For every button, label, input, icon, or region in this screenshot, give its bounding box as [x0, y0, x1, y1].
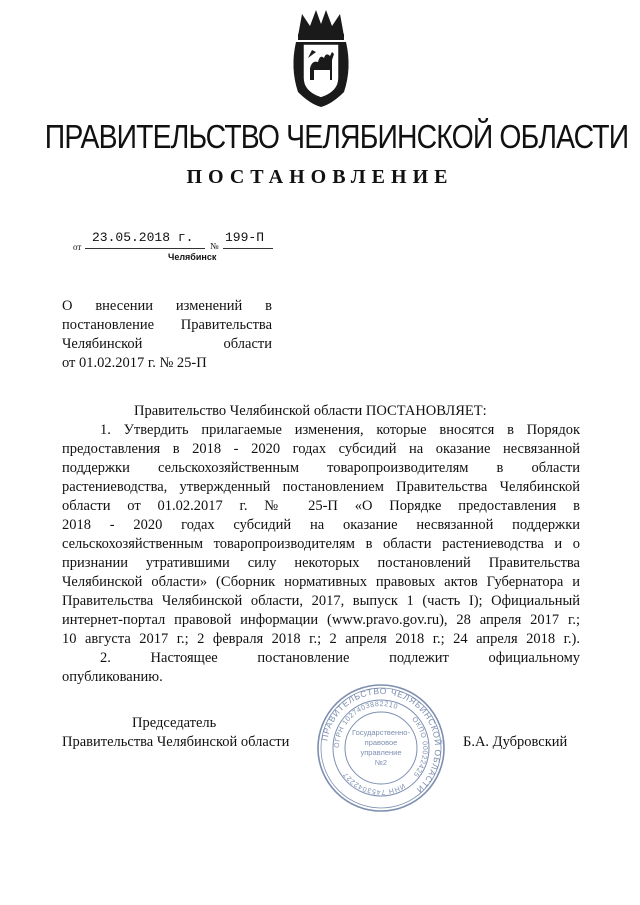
date-underline: [85, 248, 205, 249]
body-line: 2. Настоящее постановление подлежит официальному: [100, 650, 580, 666]
official-seal-icon: [316, 683, 446, 813]
body-line: предоставления в 2018 - 2020 годах субсидий на оказание несвязанной: [62, 441, 580, 457]
decree-body: [62, 402, 580, 687]
body-line: поддержки сельскохозяйственным товаропроизводителям в области: [62, 460, 580, 476]
government-title: ПРАВИТЕЛЬСТВО ЧЕЛЯБИНСКОЙ ОБЛАСТИ: [44, 118, 629, 155]
decree-number: 199-П: [225, 230, 265, 245]
signer-name: Б.А. Дубровский: [463, 734, 568, 750]
body-line: 2018 - 2020 годах субсидий на оказание несвязанной поддержки: [62, 517, 580, 533]
body-intro: Правительство Челябинской области ПОСТАНОВЛЯЕТ:: [134, 403, 487, 419]
seal-center-line: Государственно-: [352, 728, 410, 737]
subject-line: О внесении изменений в: [62, 298, 272, 314]
number-underline: [223, 248, 273, 249]
seal-center-line: управление: [360, 748, 402, 757]
signer-role: Председатель: [132, 715, 217, 731]
body-line: интернет-портал правовой информации (www.pravo.gov.ru), 28 апреля 2017 г.;: [62, 612, 580, 628]
body-line: 10 августа 2017 г.; 2 февраля 2018 г.; 2 апреля 2018 г.; 24 апреля 2018 г.).: [62, 631, 580, 647]
svg-text:ИНН 7453042227: [342, 770, 406, 795]
subject-line: от 01.02.2017 г. № 25-П: [62, 355, 207, 371]
seal-outer-text: ПРАВИТЕЛЬСТВО ЧЕЛЯБИНСКОЙ ОБЛАСТИ: [319, 685, 444, 796]
body-line: области от 01.02.2017 г. № 25-П «О Порядке предоставления в: [62, 498, 580, 514]
subject-line: Челябинской области: [62, 336, 272, 352]
body-line: Правительства Челябинской области, 2017, выпуск 1 (часть I); Официальный: [62, 593, 580, 609]
body-line: 1. Утвердить прилагаемые изменения, которые вносятся в Порядок: [100, 422, 580, 438]
svg-text:ОКПО 00022425: [410, 716, 428, 778]
decree-subject: [62, 297, 272, 373]
decree-title: ПОСТАНОВЛЕНИЕ: [186, 166, 454, 188]
subject-line: постановление Правительства: [62, 317, 272, 333]
body-line: сельскохозяйственным товаропроизводителям в области растениеводства и о: [62, 536, 580, 552]
body-line: Челябинской области» (Сборник нормативных правовых актов Губернатора и: [62, 574, 580, 590]
seal-ogrn-text: ОГРН 1027403882210: [333, 700, 399, 749]
body-line: признании утратившими силу некоторых постановлений Правительства: [62, 555, 580, 571]
city-label: Челябинск: [168, 252, 217, 262]
seal-center-line: №2: [374, 758, 388, 767]
body-line: опубликованию.: [62, 669, 163, 685]
signer-organization: Правительства Челябинской области: [62, 734, 290, 750]
seal-inn-text: ИНН 7453042227: [342, 770, 406, 796]
date-prefix-label: от: [73, 242, 82, 252]
number-label: №: [210, 241, 219, 251]
seal-center-line: правовое: [364, 738, 398, 747]
coat-of-arms-icon: [290, 8, 352, 108]
decree-date: 23.05.2018 г.: [92, 230, 194, 245]
body-line: растениеводства, утвержденный постановлением Правительства Челябинской: [62, 479, 580, 495]
seal-okpo-text: ОКПО 00022425: [410, 716, 429, 779]
